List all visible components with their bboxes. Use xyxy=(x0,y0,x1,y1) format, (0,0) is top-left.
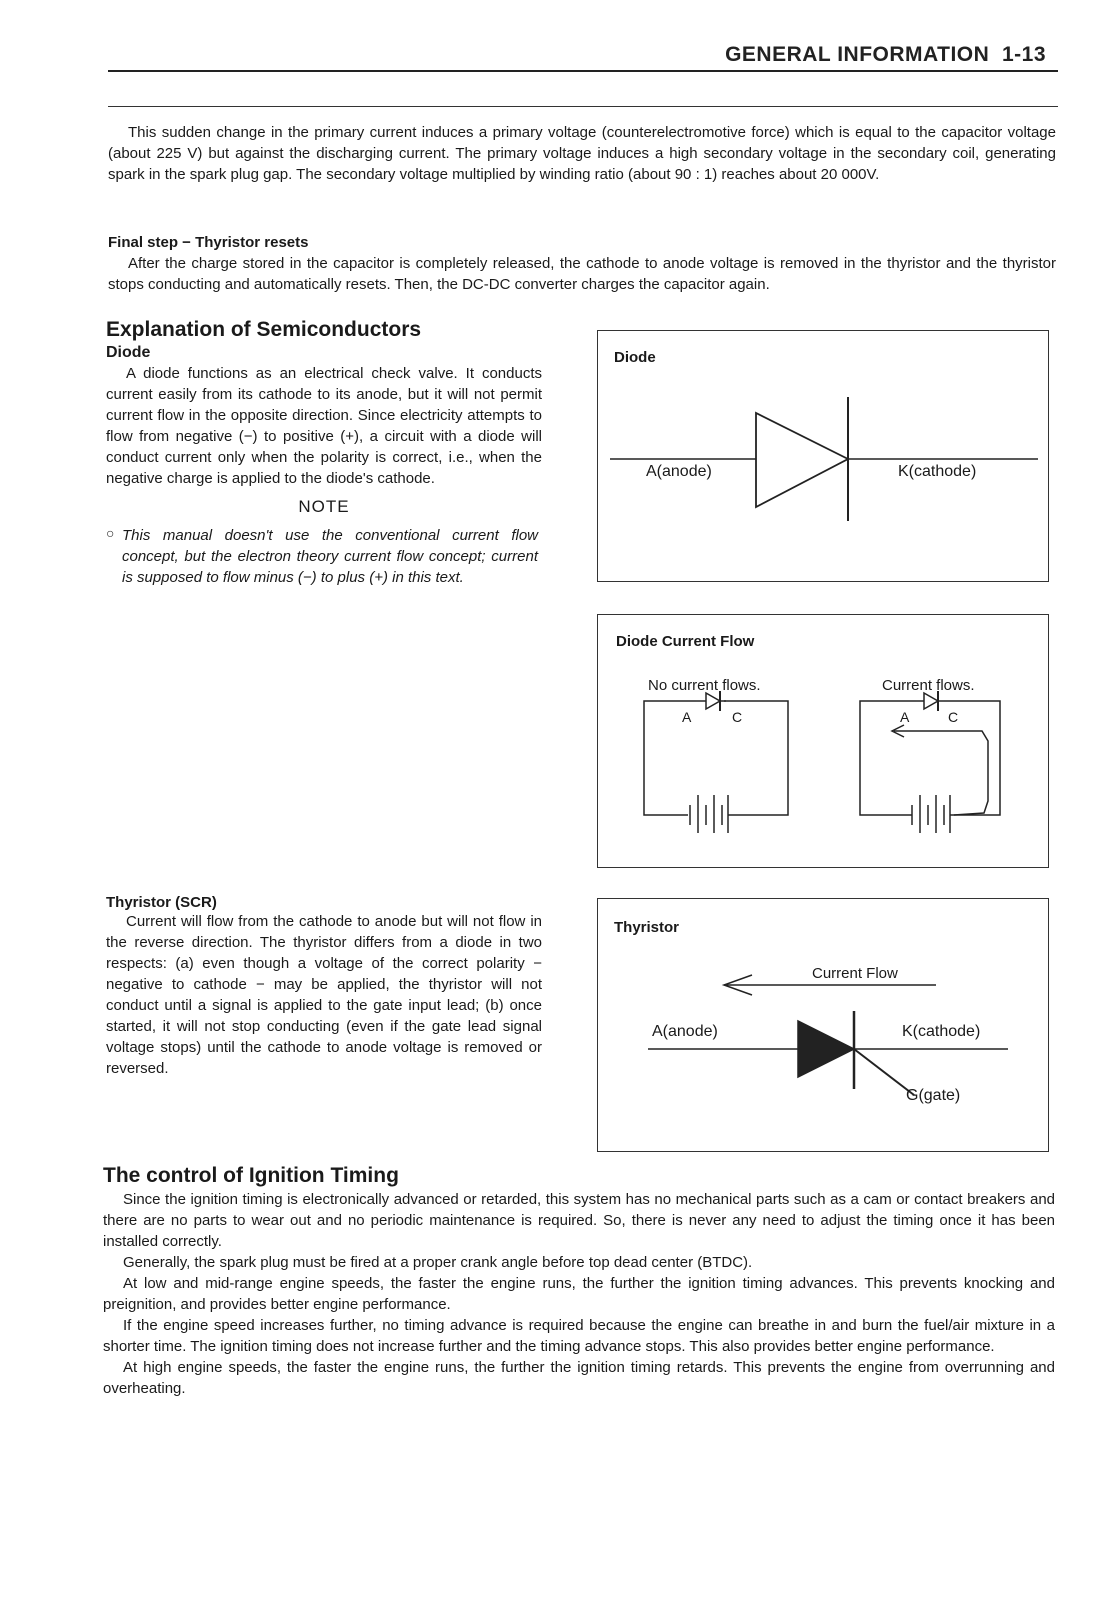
ignition-paragraph: If the engine speed increases further, no timing advance is required because the engine can breathe in and burn the fuel/air mixture in a shorter time. The ignition timing does not increase further and the timing advance stops. This also provides better engine performance. xyxy=(103,1317,1055,1355)
ignition-paragraph: At high engine speeds, the faster the engine runs, the further the ignition timing retards. This prevents the engine from overrunning and overheating. xyxy=(103,1359,1055,1397)
diode-flow-title: Diode Current Flow xyxy=(616,633,755,650)
ignition-heading: The control of Ignition Timing xyxy=(103,1164,399,1187)
ignition-paragraph: Since the ignition timing is electronically advanced or retarded, this system has no mechanical parts such as a cam or contact breakers and there are no parts to wear out and no periodic maintenance is required. So, there is never any need to adjust the timing once it has been installed correctly. xyxy=(103,1191,1055,1250)
ignition-body xyxy=(103,1189,1055,1399)
current-flow-label: Current Flow xyxy=(812,965,898,982)
current-flows-caption: Current flows. xyxy=(882,677,975,694)
diode-triangle xyxy=(756,413,848,507)
right-c-label: C xyxy=(948,709,959,725)
diode-figure xyxy=(597,330,1049,582)
diode-figure-title: Diode xyxy=(614,349,656,366)
left-circuit xyxy=(644,691,788,833)
diode-current-flow-figure xyxy=(597,614,1049,868)
thyristor-triangle xyxy=(798,1021,854,1077)
page-header xyxy=(725,43,1046,67)
intro-paragraph xyxy=(108,122,1056,185)
ignition-paragraph: Generally, the spark plug must be fired at a proper crank angle before top dead center (BTDC). xyxy=(123,1254,753,1271)
thyristor-section xyxy=(106,894,542,1079)
note-text: This manual doesn't use the conventional current flow concept, but the electron theory current flow concept; current is supposed to flow minus (−) to plus (+) in this text. xyxy=(122,527,538,586)
header-title: GENERAL INFORMATION xyxy=(725,43,990,66)
diode-cathode-label: K(cathode) xyxy=(898,463,977,480)
final-step-section xyxy=(108,234,1056,295)
semiconductors-heading: Explanation of Semiconductors xyxy=(106,318,422,341)
thyristor-gate-label: G(gate) xyxy=(906,1087,961,1104)
thyristor-heading: Thyristor (SCR) xyxy=(106,894,217,911)
note-title: NOTE xyxy=(298,497,350,516)
thyristor-cathode-label: K(cathode) xyxy=(902,1023,981,1040)
diode-heading: Diode xyxy=(106,344,151,361)
diode-symbol-diagram xyxy=(598,331,1048,581)
page-number: 1-13 xyxy=(1001,43,1046,66)
thyristor-figure xyxy=(597,898,1049,1152)
no-current-caption: No current flows. xyxy=(648,677,761,694)
section-rule xyxy=(108,106,1058,107)
note-block xyxy=(106,525,542,588)
thyristor-anode-label: A(anode) xyxy=(652,1023,718,1040)
intro-text: This sudden change in the primary current induces a primary voltage (counterelectromotive force) which is equal to the capacitor voltage (about 225 V) but against the discharging current. The primary voltage induces a high secondary voltage in the secondary coil, generating spark in the spark plug gap. The secondary voltage multiplied by winding ratio (about 90 : 1) reaches about 20 000V. xyxy=(108,124,1056,183)
semiconductors-section xyxy=(106,318,542,588)
thyristor-figure-title: Thyristor xyxy=(614,919,680,936)
thyristor-text: Current will flow from the cathode to anode but will not flow in the reverse direction. The thyristor differs from a diode in two respects: (a) even though a voltage of the correct polarity − negative to cathode − may be applied, the thyristor will not conduct until a signal is applied to the gate input lead; (b) once started, it will not stop conducting (even if the gate lead signal voltage stops) until the cathode to anode voltage is removed or reversed. xyxy=(106,913,542,1077)
header-rule xyxy=(108,70,1058,72)
ignition-paragraph: At low and mid-range engine speeds, the faster the engine runs, the further the ignition timing advances. This prevents knocking and preignition, and provides better engine performance. xyxy=(103,1275,1055,1313)
left-c-label: C xyxy=(732,709,743,725)
final-step-text: After the charge stored in the capacitor is completely released, the cathode to anode voltage is removed in the thyristor and the thyristor stops conducting and automatically resets. Then, the DC-DC converter charges the capacitor again. xyxy=(108,255,1056,293)
right-a-label: A xyxy=(900,709,910,725)
final-step-heading: Final step − Thyristor resets xyxy=(108,234,309,251)
diode-text: A diode functions as an electrical check valve. It conducts current easily from its cathode to its anode, but it will not permit current flow in the opposite direction. Since electricity attempts to flow from negative (−) to positive (+), a circuit with a diode will conduct current only when the polarity is correct, i.e., when the negative charge is applied to the diode's cathode. xyxy=(106,365,542,487)
right-circuit xyxy=(860,691,1000,833)
ignition-timing-section xyxy=(103,1164,1055,1399)
diode-anode-label: A(anode) xyxy=(646,463,712,480)
note-bullet: ○ xyxy=(106,525,115,541)
gate-lead xyxy=(854,1049,914,1095)
diode-flow-circuits xyxy=(598,615,1048,867)
left-a-label: A xyxy=(682,709,692,725)
